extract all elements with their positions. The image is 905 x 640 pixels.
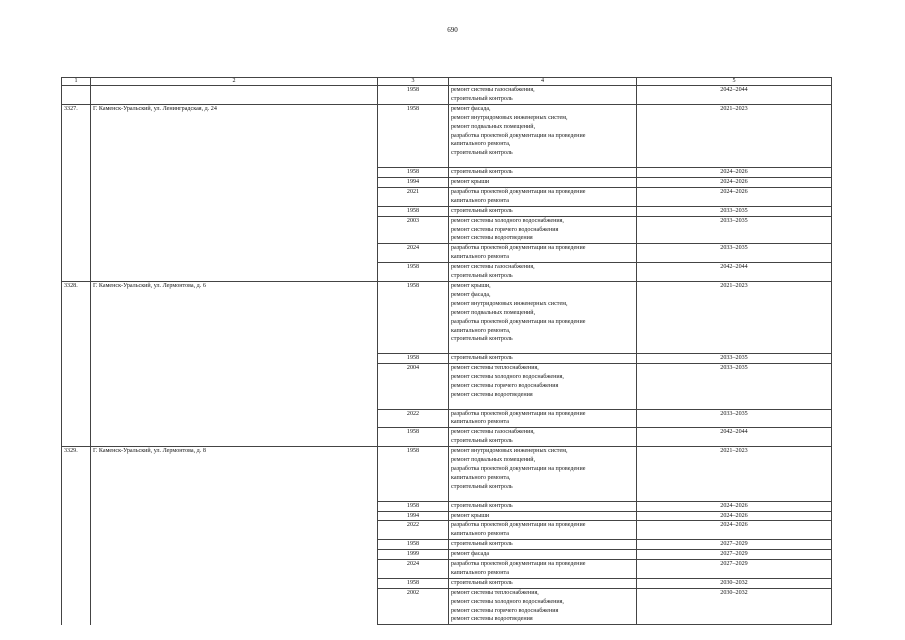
year-cell: 1999: [378, 550, 449, 560]
row-number-cell: [62, 560, 91, 579]
year-cell: 1958: [378, 501, 449, 511]
period-cell: 2033–2035: [637, 409, 832, 428]
work-type-cell: [449, 501, 637, 511]
table-row: [62, 588, 832, 625]
column-header: 4: [449, 78, 637, 86]
work-item: ремонт внутридомовых инженерных систем,: [451, 300, 568, 307]
work-item: капитального ремонта,: [451, 474, 511, 481]
period-cell: 2030–2032: [637, 588, 832, 625]
period-cell: 2024–2026: [637, 501, 832, 511]
row-number-cell: 3327.: [62, 104, 91, 167]
work-item: капитального ремонта: [451, 569, 509, 576]
work-item: строительный контроль: [451, 207, 513, 214]
year-cell: 2022: [378, 409, 449, 428]
work-item: строительный контроль: [451, 502, 513, 509]
table-row: [62, 560, 832, 579]
repair-schedule-table: [61, 77, 832, 625]
work-item: ремонт системы горячего водоснабжения: [451, 607, 559, 614]
work-type-cell: [449, 409, 637, 428]
address-cell: [91, 521, 378, 540]
period-cell: 2021–2023: [637, 281, 832, 353]
work-type-cell: [449, 447, 637, 501]
work-item: ремонт системы газоснабжения,: [451, 429, 535, 436]
work-item: строительный контроль: [451, 483, 513, 490]
work-item: капитального ремонта,: [451, 327, 511, 334]
row-number-cell: [62, 244, 91, 263]
table-row: [62, 206, 832, 216]
row-number-cell: [62, 588, 91, 625]
period-cell: 2033–2035: [637, 354, 832, 364]
year-cell: 1958: [378, 578, 449, 588]
work-item: ремонт системы холодного водоснабжения,: [451, 217, 564, 224]
work-item: строительный контроль: [451, 150, 513, 157]
year-cell: 1958: [378, 86, 449, 105]
work-item: ремонт фасада,: [451, 105, 491, 112]
row-number-cell: [62, 364, 91, 410]
work-type-cell: [449, 104, 637, 167]
work-item: ремонт подвальных помещений,: [451, 123, 536, 130]
address-cell: [91, 550, 378, 560]
work-type-cell: [449, 281, 637, 353]
period-cell: 2042–2044: [637, 428, 832, 447]
work-type-cell: [449, 244, 637, 263]
row-number-cell: [62, 187, 91, 206]
address-cell: [91, 206, 378, 216]
period-cell: 2030–2032: [637, 578, 832, 588]
work-item: ремонт подвальных помещений,: [451, 309, 536, 316]
work-item: строительный контроль: [451, 541, 513, 548]
year-cell: 2003: [378, 216, 449, 244]
period-cell: 2021–2023: [637, 447, 832, 501]
row-number-cell: 3329.: [62, 447, 91, 501]
work-item: ремонт системы водоотведения: [451, 616, 533, 623]
work-type-cell: [449, 588, 637, 625]
work-item: капитального ремонта: [451, 531, 509, 538]
year-cell: 2002: [378, 588, 449, 625]
work-type-cell: [449, 550, 637, 560]
address-cell: [91, 263, 378, 282]
row-number-cell: [62, 550, 91, 560]
period-cell: 2027–2029: [637, 540, 832, 550]
row-number-cell: [62, 178, 91, 188]
row-number-cell: [62, 578, 91, 588]
work-item: строительный контроль: [451, 273, 513, 280]
year-cell: 1958: [378, 263, 449, 282]
period-cell: 2021–2023: [637, 104, 832, 167]
address-cell: [91, 364, 378, 410]
work-type-cell: [449, 354, 637, 364]
work-item: ремонт крыши: [451, 179, 490, 186]
work-item: ремонт крыши,: [451, 282, 491, 289]
table-row: [62, 281, 832, 353]
year-cell: 1958: [378, 447, 449, 501]
table-row: [62, 244, 832, 263]
row-number-cell: 3328.: [62, 281, 91, 353]
column-header: 3: [378, 78, 449, 86]
work-type-cell: [449, 206, 637, 216]
column-header: 2: [91, 78, 378, 86]
table-row: [62, 216, 832, 244]
work-type-cell: [449, 578, 637, 588]
year-cell: 2022: [378, 521, 449, 540]
work-item: разработка проектной документации на проведение: [451, 318, 586, 325]
work-item: ремонт крыши: [451, 512, 490, 519]
work-item: строительный контроль: [451, 579, 513, 586]
address-cell: [91, 216, 378, 244]
work-item: капитального ремонта: [451, 419, 509, 426]
period-cell: 2024–2026: [637, 168, 832, 178]
work-item: ремонт системы горячего водоснабжения: [451, 382, 559, 389]
address-cell: [91, 588, 378, 625]
work-item: ремонт фасада: [451, 551, 490, 558]
year-cell: 2024: [378, 244, 449, 263]
row-number-cell: [62, 501, 91, 511]
address-cell: [91, 560, 378, 579]
period-cell: 2024–2026: [637, 521, 832, 540]
table-row: [62, 86, 832, 105]
table-row: [62, 104, 832, 167]
period-cell: 2033–2035: [637, 206, 832, 216]
work-item: ремонт системы теплоснабжения,: [451, 365, 539, 372]
work-item: ремонт системы газоснабжения,: [451, 87, 535, 93]
table-row: [62, 187, 832, 206]
work-item: разработка проектной документации на проведение: [451, 132, 586, 139]
table-row: [62, 447, 832, 501]
table-row: [62, 550, 832, 560]
row-number-cell: [62, 521, 91, 540]
column-header: 5: [637, 78, 832, 86]
work-item: ремонт системы водоотведения: [451, 391, 533, 398]
work-item: строительный контроль: [451, 169, 513, 176]
table-row: [62, 511, 832, 521]
work-type-cell: [449, 560, 637, 579]
table-row: [62, 540, 832, 550]
page-number: 690: [447, 26, 458, 34]
work-item: ремонт внутридомовых инженерных систем,: [451, 448, 568, 455]
table-row: [62, 578, 832, 588]
year-cell: 1994: [378, 178, 449, 188]
row-number-cell: [62, 263, 91, 282]
work-type-cell: [449, 540, 637, 550]
column-header: 1: [62, 78, 91, 86]
work-item: строительный контроль: [451, 95, 513, 102]
work-type-cell: [449, 521, 637, 540]
period-cell: 2033–2035: [637, 364, 832, 410]
year-cell: 1958: [378, 104, 449, 167]
work-type-cell: [449, 428, 637, 447]
year-cell: 1958: [378, 281, 449, 353]
work-type-cell: [449, 187, 637, 206]
work-type-cell: [449, 216, 637, 244]
work-item: ремонт системы водоотведения: [451, 235, 533, 242]
period-cell: 2042–2044: [637, 86, 832, 105]
work-type-cell: [449, 86, 637, 105]
year-cell: 1958: [378, 540, 449, 550]
work-item: строительный контроль: [451, 336, 513, 343]
row-number-cell: [62, 206, 91, 216]
work-item: строительный контроль: [451, 355, 513, 362]
row-number-cell: [62, 216, 91, 244]
row-number-cell: [62, 168, 91, 178]
address-cell: [91, 540, 378, 550]
address-cell: [91, 501, 378, 511]
row-number-cell: [62, 86, 91, 105]
address-cell: Г. Каменск-Уральский, ул. Лермонтова, д. 8: [91, 447, 378, 501]
year-cell: 2021: [378, 187, 449, 206]
work-item: строительный контроль: [451, 438, 513, 445]
work-item: ремонт системы холодного водоснабжения,: [451, 598, 564, 605]
work-item: ремонт системы теплоснабжения,: [451, 589, 539, 596]
address-cell: [91, 511, 378, 521]
table-row: [62, 501, 832, 511]
table-row: [62, 168, 832, 178]
address-cell: Г. Каменск-Уральский, ул. Лермонтова, д. 6: [91, 281, 378, 353]
work-item: капитального ремонта: [451, 197, 509, 204]
table-row: [62, 428, 832, 447]
year-cell: 1958: [378, 428, 449, 447]
row-number-cell: [62, 409, 91, 428]
row-number-cell: [62, 428, 91, 447]
work-item: капитального ремонта,: [451, 141, 511, 148]
work-item: разработка проектной документации на проведение: [451, 188, 586, 195]
work-type-cell: [449, 178, 637, 188]
year-cell: 1958: [378, 168, 449, 178]
table-row: [62, 178, 832, 188]
row-number-cell: [62, 540, 91, 550]
table-row: [62, 409, 832, 428]
work-item: ремонт внутридомовых инженерных систем,: [451, 114, 568, 121]
table-row: [62, 521, 832, 540]
year-cell: 1958: [378, 206, 449, 216]
work-item: разработка проектной документации на проведение: [451, 466, 586, 473]
work-item: ремонт системы газоснабжения,: [451, 264, 535, 271]
period-cell: 2024–2026: [637, 178, 832, 188]
address-cell: [91, 187, 378, 206]
period-cell: 2033–2035: [637, 216, 832, 244]
address-cell: [91, 578, 378, 588]
work-item: разработка проектной документации на проведение: [451, 245, 586, 252]
work-item: ремонт системы холодного водоснабжения,: [451, 373, 564, 380]
period-cell: 2027–2029: [637, 550, 832, 560]
period-cell: 2042–2044: [637, 263, 832, 282]
work-type-cell: [449, 263, 637, 282]
address-cell: [91, 244, 378, 263]
address-cell: Г. Каменск-Уральский, ул. Ленинградская, д. 24: [91, 104, 378, 167]
table-row: [62, 354, 832, 364]
period-cell: 2033–2035: [637, 244, 832, 263]
row-number-cell: [62, 354, 91, 364]
table-row: [62, 263, 832, 282]
period-cell: 2027–2029: [637, 560, 832, 579]
address-cell: [91, 428, 378, 447]
work-item: ремонт подвальных помещений,: [451, 457, 536, 464]
work-item: разработка проектной документации на проведение: [451, 561, 586, 568]
work-type-cell: [449, 511, 637, 521]
period-cell: 2024–2026: [637, 187, 832, 206]
work-item: разработка проектной документации на проведение: [451, 522, 586, 529]
row-number-cell: [62, 511, 91, 521]
address-cell: [91, 409, 378, 428]
work-type-cell: [449, 364, 637, 410]
year-cell: 1958: [378, 354, 449, 364]
address-cell: [91, 354, 378, 364]
work-type-cell: [449, 168, 637, 178]
year-cell: 2024: [378, 560, 449, 579]
work-item: разработка проектной документации на проведение: [451, 410, 586, 417]
year-cell: 1994: [378, 511, 449, 521]
year-cell: 2004: [378, 364, 449, 410]
table-header-row: [62, 78, 832, 86]
work-item: ремонт системы горячего водоснабжения: [451, 226, 559, 233]
address-cell: [91, 86, 378, 105]
table-row: [62, 364, 832, 410]
period-cell: 2024–2026: [637, 511, 832, 521]
work-item: капитального ремонта: [451, 254, 509, 261]
address-cell: [91, 168, 378, 178]
address-cell: [91, 178, 378, 188]
work-item: ремонт фасада,: [451, 291, 491, 298]
